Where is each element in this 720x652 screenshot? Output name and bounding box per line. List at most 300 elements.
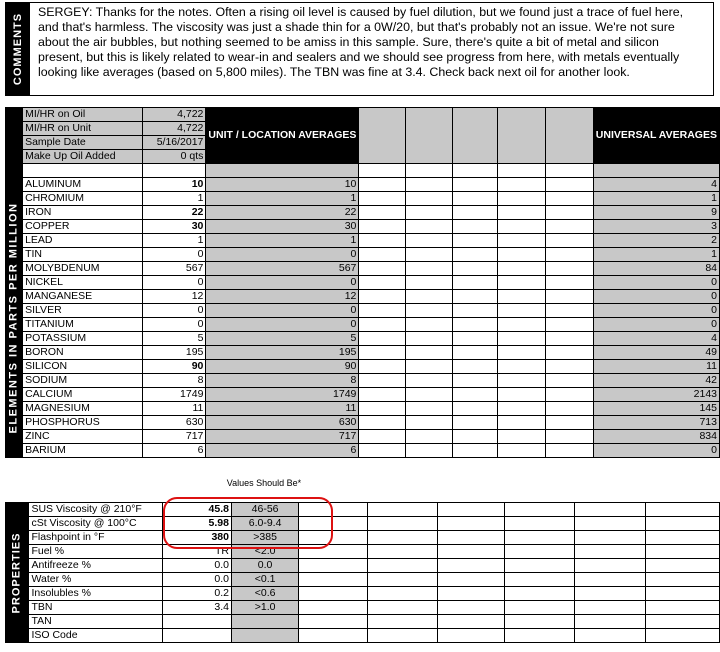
element-unit-average: 12 xyxy=(206,290,359,304)
empty-cell xyxy=(645,587,719,601)
empty-cell xyxy=(645,573,719,587)
property-value: 0.0 xyxy=(163,573,232,587)
empty-cell xyxy=(546,416,594,430)
empty-cell xyxy=(546,206,594,220)
empty-cell xyxy=(405,388,453,402)
properties-table xyxy=(5,502,720,643)
property-name: Insolubles % xyxy=(29,587,163,601)
property-should-be: 6.0-9.4 xyxy=(231,517,298,531)
empty-cell xyxy=(498,360,546,374)
elements-table xyxy=(5,107,720,458)
property-row xyxy=(6,517,720,531)
empty-cell xyxy=(498,234,546,248)
property-row xyxy=(6,531,720,545)
empty-cell xyxy=(504,517,574,531)
empty-cell xyxy=(453,206,498,220)
empty-cell xyxy=(359,178,405,192)
empty-cell xyxy=(575,601,645,615)
empty-cell xyxy=(438,629,505,643)
empty-cell xyxy=(405,374,453,388)
element-value: 6 xyxy=(143,444,206,458)
empty-cell xyxy=(405,360,453,374)
universal-averages-header: UNIVERSAL AVERAGES xyxy=(593,108,719,164)
empty-cell xyxy=(504,601,574,615)
empty-header-cell xyxy=(359,108,405,164)
element-value: 1749 xyxy=(143,388,206,402)
element-value: 0 xyxy=(143,248,206,262)
element-universal-average: 2143 xyxy=(593,388,719,402)
element-unit-average: 5 xyxy=(206,332,359,346)
element-universal-average: 42 xyxy=(593,374,719,388)
empty-cell xyxy=(367,573,437,587)
empty-cell xyxy=(645,559,719,573)
element-unit-average: 0 xyxy=(206,318,359,332)
property-name: TAN xyxy=(29,615,163,629)
element-row xyxy=(6,178,720,192)
empty-cell xyxy=(438,503,505,517)
property-row xyxy=(6,559,720,573)
comments-label: COMMENTS xyxy=(12,12,24,86)
empty-cell xyxy=(367,601,437,615)
empty-cell xyxy=(546,318,594,332)
empty-cell xyxy=(546,332,594,346)
element-name: MOLYBDENUM xyxy=(23,262,143,276)
element-unit-average: 195 xyxy=(206,346,359,360)
values-should-be-label: Values Should Be* xyxy=(226,478,302,488)
element-row xyxy=(6,248,720,262)
property-value: 3.4 xyxy=(163,601,232,615)
empty-cell xyxy=(645,545,719,559)
empty-cell xyxy=(359,402,405,416)
empty-cell xyxy=(546,346,594,360)
element-row xyxy=(6,234,720,248)
empty-cell xyxy=(546,444,594,458)
empty-cell xyxy=(453,374,498,388)
property-should-be: 0.0 xyxy=(231,559,298,573)
element-row xyxy=(6,290,720,304)
empty-cell xyxy=(299,573,367,587)
empty-cell xyxy=(575,573,645,587)
element-unit-average: 10 xyxy=(206,178,359,192)
empty-cell xyxy=(438,545,505,559)
empty-cell xyxy=(453,248,498,262)
empty-cell xyxy=(498,178,546,192)
empty-cell xyxy=(359,346,405,360)
property-value xyxy=(163,629,232,643)
element-universal-average: 2 xyxy=(593,234,719,248)
element-name: POTASSIUM xyxy=(23,332,143,346)
empty-cell xyxy=(359,262,405,276)
empty-cell xyxy=(367,517,437,531)
empty-cell xyxy=(405,178,453,192)
empty-cell xyxy=(546,360,594,374)
empty-cell xyxy=(498,346,546,360)
element-value: 12 xyxy=(143,290,206,304)
empty-cell xyxy=(546,402,594,416)
element-unit-average: 1 xyxy=(206,234,359,248)
empty-cell xyxy=(575,545,645,559)
empty-cell xyxy=(405,318,453,332)
element-name: TITANIUM xyxy=(23,318,143,332)
element-unit-average: 567 xyxy=(206,262,359,276)
property-name: SUS Viscosity @ 210°F xyxy=(29,503,163,517)
empty-cell xyxy=(405,234,453,248)
empty-cell xyxy=(575,615,645,629)
property-row xyxy=(6,615,720,629)
element-row xyxy=(6,332,720,346)
element-row xyxy=(6,416,720,430)
element-unit-average: 90 xyxy=(206,360,359,374)
empty-cell xyxy=(405,276,453,290)
empty-cell xyxy=(438,615,505,629)
empty-cell xyxy=(498,304,546,318)
element-universal-average: 0 xyxy=(593,318,719,332)
empty-cell xyxy=(405,304,453,318)
empty-cell xyxy=(299,587,367,601)
empty-cell xyxy=(405,346,453,360)
empty-cell xyxy=(498,262,546,276)
empty-cell xyxy=(575,517,645,531)
element-name: CALCIUM xyxy=(23,388,143,402)
element-value: 10 xyxy=(143,178,206,192)
empty-cell xyxy=(504,503,574,517)
empty-cell xyxy=(498,318,546,332)
empty-cell xyxy=(453,360,498,374)
element-universal-average: 4 xyxy=(593,332,719,346)
element-universal-average: 1 xyxy=(593,192,719,206)
empty-cell xyxy=(359,192,405,206)
empty-cell xyxy=(359,332,405,346)
property-value: 0.2 xyxy=(163,587,232,601)
element-unit-average: 11 xyxy=(206,402,359,416)
property-name: Flashpoint in °F xyxy=(29,531,163,545)
element-name: IRON xyxy=(23,206,143,220)
property-value xyxy=(163,615,232,629)
element-value: 11 xyxy=(143,402,206,416)
element-value: 0 xyxy=(143,276,206,290)
empty-cell xyxy=(498,220,546,234)
empty-header-cell xyxy=(546,108,594,164)
element-universal-average: 0 xyxy=(593,304,719,318)
empty-cell xyxy=(645,531,719,545)
element-value: 1 xyxy=(143,192,206,206)
element-value: 90 xyxy=(143,360,206,374)
element-row xyxy=(6,304,720,318)
element-universal-average: 713 xyxy=(593,416,719,430)
property-should-be: <0.6 xyxy=(231,587,298,601)
element-row xyxy=(6,374,720,388)
info-sidebar xyxy=(6,108,23,178)
empty-cell xyxy=(504,559,574,573)
unit-location-averages-header: UNIT / LOCATION AVERAGES xyxy=(206,108,359,164)
element-universal-average: 84 xyxy=(593,262,719,276)
empty-cell xyxy=(546,248,594,262)
element-row xyxy=(6,346,720,360)
empty-cell xyxy=(645,629,719,643)
empty-cell xyxy=(359,206,405,220)
element-universal-average: 834 xyxy=(593,430,719,444)
empty-cell xyxy=(367,629,437,643)
element-row xyxy=(6,318,720,332)
property-name: cSt Viscosity @ 100°C xyxy=(29,517,163,531)
element-unit-average: 1 xyxy=(206,192,359,206)
empty-cell xyxy=(299,629,367,643)
empty-cell xyxy=(498,248,546,262)
empty-cell xyxy=(438,601,505,615)
element-value: 22 xyxy=(143,206,206,220)
empty-cell xyxy=(546,220,594,234)
element-value: 195 xyxy=(143,346,206,360)
elements-label: ELEMENTS IN PARTS PER MILLION xyxy=(7,202,20,433)
info-row xyxy=(6,108,720,122)
property-value: 380 xyxy=(163,531,232,545)
property-name: TBN xyxy=(29,601,163,615)
property-row xyxy=(6,545,720,559)
empty-cell xyxy=(504,573,574,587)
element-value: 567 xyxy=(143,262,206,276)
property-value: 45.8 xyxy=(163,503,232,517)
empty-cell xyxy=(453,304,498,318)
empty-cell xyxy=(498,416,546,430)
empty-cell xyxy=(367,615,437,629)
element-unit-average: 1749 xyxy=(206,388,359,402)
element-row xyxy=(6,444,720,458)
element-universal-average: 1 xyxy=(593,248,719,262)
empty-cell xyxy=(504,545,574,559)
element-value: 717 xyxy=(143,430,206,444)
element-row xyxy=(6,192,720,206)
empty-cell xyxy=(367,545,437,559)
empty-cell xyxy=(359,248,405,262)
element-value: 8 xyxy=(143,374,206,388)
element-name: LEAD xyxy=(23,234,143,248)
spacer-cell xyxy=(23,164,143,178)
empty-cell xyxy=(438,517,505,531)
element-universal-average: 3 xyxy=(593,220,719,234)
info-value: 4,722 xyxy=(143,108,206,122)
element-name: COPPER xyxy=(23,220,143,234)
empty-cell xyxy=(453,346,498,360)
empty-cell xyxy=(546,430,594,444)
property-should-be: 46-56 xyxy=(231,503,298,517)
empty-cell xyxy=(405,262,453,276)
empty-cell xyxy=(438,531,505,545)
empty-cell xyxy=(498,192,546,206)
empty-cell xyxy=(359,388,405,402)
empty-cell xyxy=(405,206,453,220)
element-unit-average: 0 xyxy=(206,248,359,262)
element-unit-average: 0 xyxy=(206,304,359,318)
empty-cell xyxy=(453,430,498,444)
property-row xyxy=(6,503,720,517)
element-name: ALUMINUM xyxy=(23,178,143,192)
empty-cell xyxy=(405,220,453,234)
element-name: SILICON xyxy=(23,360,143,374)
element-unit-average: 6 xyxy=(206,444,359,458)
comments-sidebar xyxy=(6,3,30,95)
info-label: Make Up Oil Added xyxy=(23,150,143,164)
properties-label: PROPERTIES xyxy=(10,532,23,613)
empty-cell xyxy=(645,615,719,629)
comments-box xyxy=(5,2,714,96)
property-should-be: <2.0 xyxy=(231,545,298,559)
empty-cell xyxy=(359,290,405,304)
spacer-cell xyxy=(593,164,719,178)
empty-cell xyxy=(498,290,546,304)
element-name: MAGNESIUM xyxy=(23,402,143,416)
empty-cell xyxy=(359,374,405,388)
element-value: 1 xyxy=(143,234,206,248)
empty-cell xyxy=(405,192,453,206)
empty-cell xyxy=(645,503,719,517)
empty-cell xyxy=(575,629,645,643)
empty-cell xyxy=(546,388,594,402)
empty-cell xyxy=(299,601,367,615)
empty-cell xyxy=(546,290,594,304)
empty-cell xyxy=(453,178,498,192)
empty-cell xyxy=(438,559,505,573)
empty-cell xyxy=(453,444,498,458)
spacer-cell xyxy=(453,164,498,178)
element-universal-average: 49 xyxy=(593,346,719,360)
spacer-cell xyxy=(206,164,359,178)
empty-cell xyxy=(453,318,498,332)
viscosity-highlight-circle xyxy=(163,497,333,549)
spacer-cell xyxy=(143,164,206,178)
element-row xyxy=(6,276,720,290)
property-value: TR xyxy=(163,545,232,559)
element-unit-average: 22 xyxy=(206,206,359,220)
element-name: SODIUM xyxy=(23,374,143,388)
empty-cell xyxy=(438,573,505,587)
element-value: 5 xyxy=(143,332,206,346)
empty-cell xyxy=(453,416,498,430)
empty-cell xyxy=(405,402,453,416)
property-value: 0.0 xyxy=(163,559,232,573)
empty-cell xyxy=(504,587,574,601)
empty-cell xyxy=(546,234,594,248)
empty-cell xyxy=(546,178,594,192)
empty-cell xyxy=(405,290,453,304)
element-value: 0 xyxy=(143,318,206,332)
property-row xyxy=(6,573,720,587)
element-name: ZINC xyxy=(23,430,143,444)
spacer-cell xyxy=(359,164,405,178)
empty-cell xyxy=(359,360,405,374)
empty-cell xyxy=(299,559,367,573)
empty-cell xyxy=(645,601,719,615)
info-label: Sample Date xyxy=(23,136,143,150)
empty-cell xyxy=(498,276,546,290)
property-row xyxy=(6,601,720,615)
empty-cell xyxy=(498,444,546,458)
element-row xyxy=(6,360,720,374)
empty-cell xyxy=(498,402,546,416)
element-name: BORON xyxy=(23,346,143,360)
info-value: 4,722 xyxy=(143,122,206,136)
empty-cell xyxy=(359,234,405,248)
element-universal-average: 0 xyxy=(593,290,719,304)
element-name: TIN xyxy=(23,248,143,262)
empty-header-cell xyxy=(453,108,498,164)
empty-cell xyxy=(359,304,405,318)
property-name: Water % xyxy=(29,573,163,587)
spacer-cell xyxy=(405,164,453,178)
empty-cell xyxy=(504,629,574,643)
empty-cell xyxy=(367,503,437,517)
element-value: 630 xyxy=(143,416,206,430)
element-value: 0 xyxy=(143,304,206,318)
element-unit-average: 630 xyxy=(206,416,359,430)
empty-cell xyxy=(453,192,498,206)
empty-cell xyxy=(453,262,498,276)
element-row xyxy=(6,430,720,444)
empty-cell xyxy=(405,416,453,430)
element-row xyxy=(6,262,720,276)
element-name: NICKEL xyxy=(23,276,143,290)
element-unit-average: 0 xyxy=(206,276,359,290)
element-name: BARIUM xyxy=(23,444,143,458)
element-unit-average: 717 xyxy=(206,430,359,444)
empty-cell xyxy=(453,332,498,346)
empty-cell xyxy=(367,559,437,573)
empty-cell xyxy=(575,587,645,601)
element-universal-average: 0 xyxy=(593,444,719,458)
property-should-be xyxy=(231,615,298,629)
element-unit-average: 30 xyxy=(206,220,359,234)
empty-cell xyxy=(453,276,498,290)
properties-sidebar xyxy=(6,503,29,643)
element-row xyxy=(6,388,720,402)
element-value: 30 xyxy=(143,220,206,234)
empty-cell xyxy=(575,531,645,545)
empty-cell xyxy=(405,248,453,262)
property-should-be xyxy=(231,629,298,643)
property-should-be: >385 xyxy=(231,531,298,545)
empty-cell xyxy=(575,559,645,573)
empty-cell xyxy=(299,615,367,629)
element-row xyxy=(6,220,720,234)
empty-cell xyxy=(405,332,453,346)
info-value: 5/16/2017 xyxy=(143,136,206,150)
empty-cell xyxy=(359,430,405,444)
empty-cell xyxy=(546,262,594,276)
element-name: MANGANESE xyxy=(23,290,143,304)
empty-cell xyxy=(575,503,645,517)
spacer-cell xyxy=(546,164,594,178)
empty-cell xyxy=(405,430,453,444)
empty-cell xyxy=(546,276,594,290)
property-should-be: <0.1 xyxy=(231,573,298,587)
spacer-cell xyxy=(498,164,546,178)
empty-cell xyxy=(359,444,405,458)
element-universal-average: 9 xyxy=(593,206,719,220)
element-row xyxy=(6,402,720,416)
elements-sidebar xyxy=(6,178,23,458)
property-should-be: >1.0 xyxy=(231,601,298,615)
property-name: ISO Code xyxy=(29,629,163,643)
empty-cell xyxy=(438,587,505,601)
empty-cell xyxy=(453,220,498,234)
empty-cell xyxy=(498,430,546,444)
empty-cell xyxy=(498,388,546,402)
element-unit-average: 8 xyxy=(206,374,359,388)
empty-cell xyxy=(498,332,546,346)
info-label: MI/HR on Unit xyxy=(23,122,143,136)
element-row xyxy=(6,206,720,220)
empty-cell xyxy=(498,206,546,220)
property-row xyxy=(6,629,720,643)
